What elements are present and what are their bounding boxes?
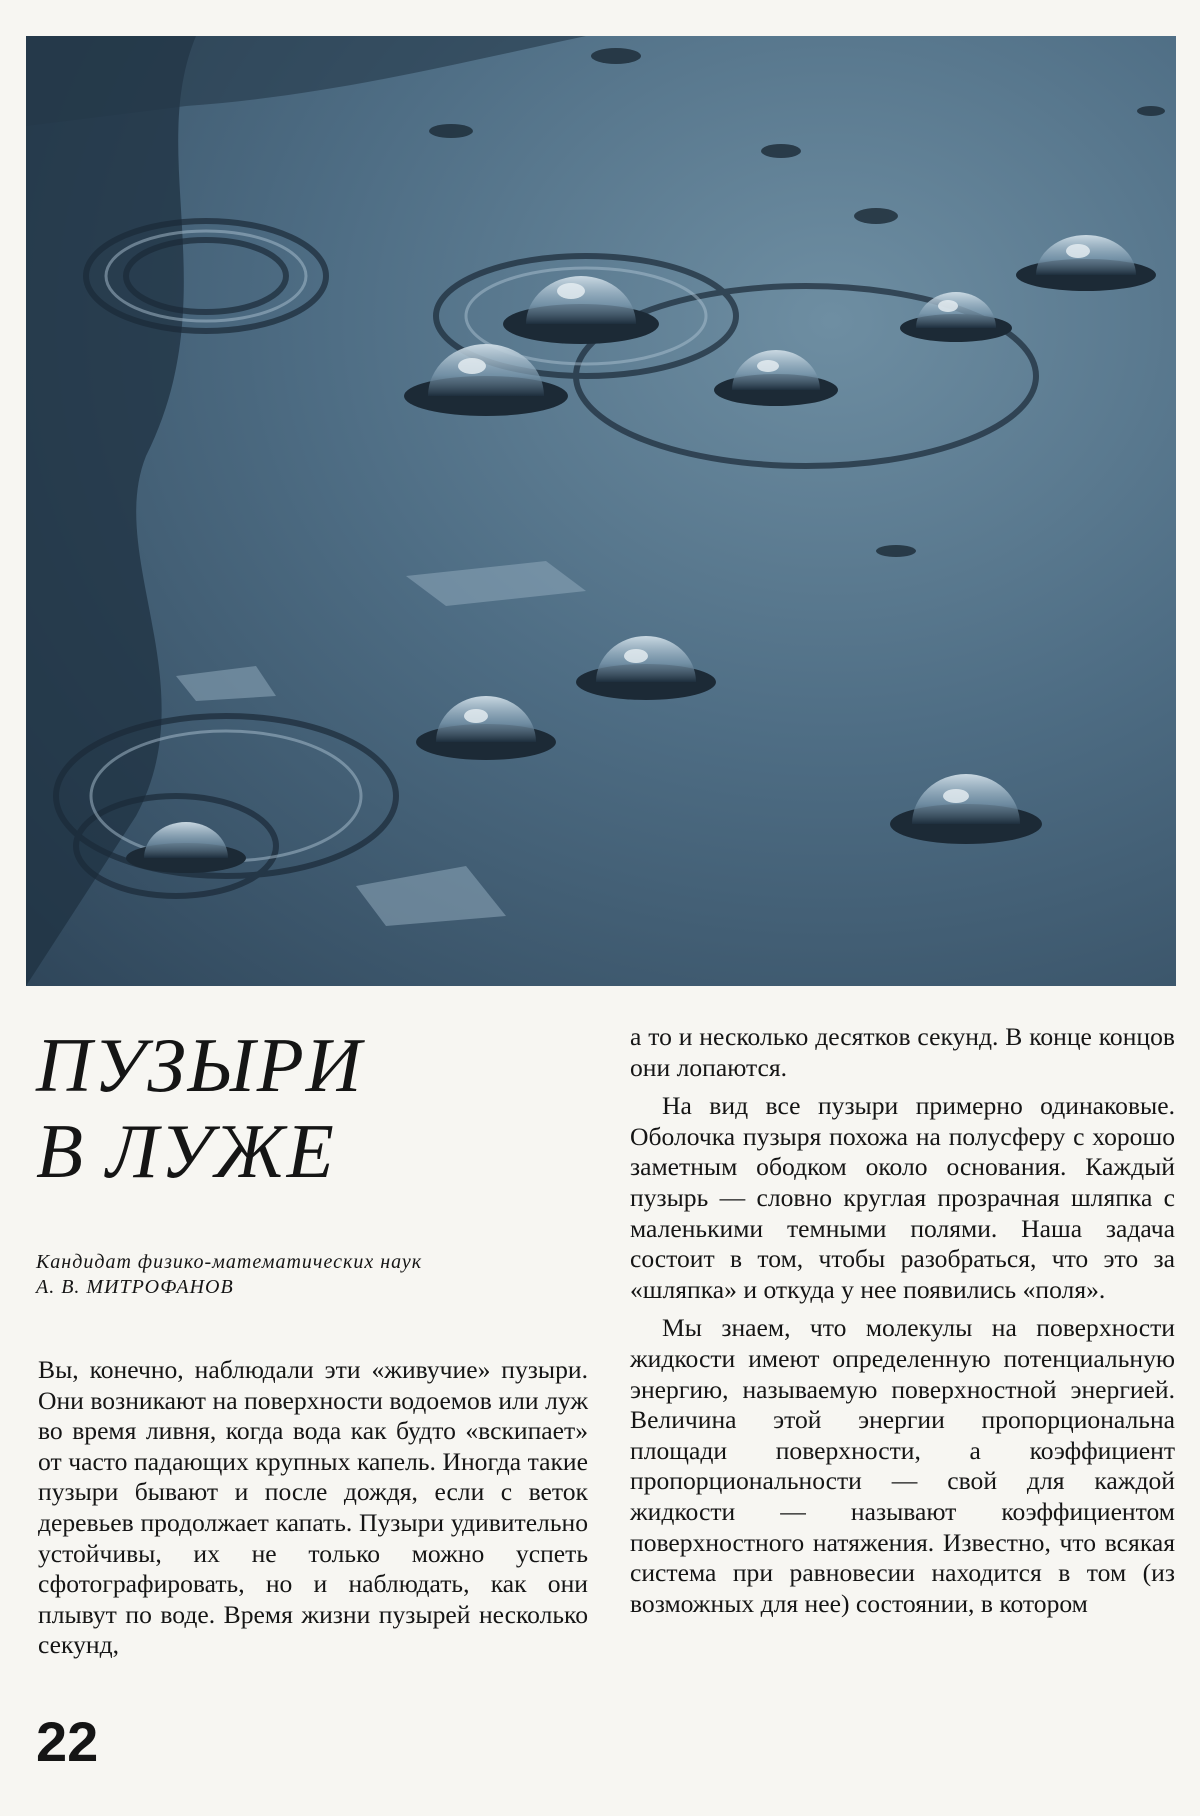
paragraph-right-1: а то и несколько десятков секунд. В конце концов они лопаются. (630, 1022, 1175, 1082)
title-line-1: ПУЗЫРИ (36, 1022, 364, 1108)
page-number: 22 (36, 1710, 99, 1773)
paragraph-right-2: На вид все пузыри примерно одинаковые. Оболочка пузыря похожа на полусферу с хорошо заметным ободком около основания. Каждый пузырь — словно круглая прозрачная шляпка с маленькими темными полями. Наша задача состоит в том, чтобы разобраться, что это за «шляпка» и откуда у нее появились «поля». (630, 1091, 1175, 1304)
text-column-right (630, 1022, 1175, 1627)
title-line-2: В ЛУЖЕ (36, 1108, 336, 1194)
puddle-bubbles-photo (26, 36, 1176, 986)
article-title (36, 1022, 363, 1194)
paragraph-right-3: Мы знаем, что молекулы на поверхности жидкости имеют определенную потенциальную энергию, называемую поверхностной энергией. Величина этой энергии пропорциональна площади поверхности, а коэффициент пропорциональности — свой для каждой жидкости — называют коэффициентом поверхностного натяжения. Известно, что всякая система при равновесии находится в том (из возможных для нее) состоянии, в котором (630, 1313, 1175, 1618)
text-column-left (38, 1355, 588, 1661)
puddle-illustration (26, 36, 1176, 986)
author-title: Кандидат физико-математических наук (36, 1251, 423, 1273)
paragraph-left: Вы, конечно, наблюдали эти «живучие» пузыри. Они возникают на поверхности водоемов или луж во время ливня, когда вода как будто «вскипает» от часто падающих крупных капель. Иногда такие пузыри бывают и после дождя, если с веток деревьев продолжает капать. Пузыри удивительно устойчивы, их не только можно успеть сфотографировать, но и наблюдать, как они плывут по воде. Время жизни пузырей несколько секунд, (38, 1355, 588, 1660)
bubbles (126, 235, 1156, 873)
author-name: А. В. МИТРОФАНОВ (36, 1276, 234, 1298)
author-block (36, 1250, 422, 1300)
